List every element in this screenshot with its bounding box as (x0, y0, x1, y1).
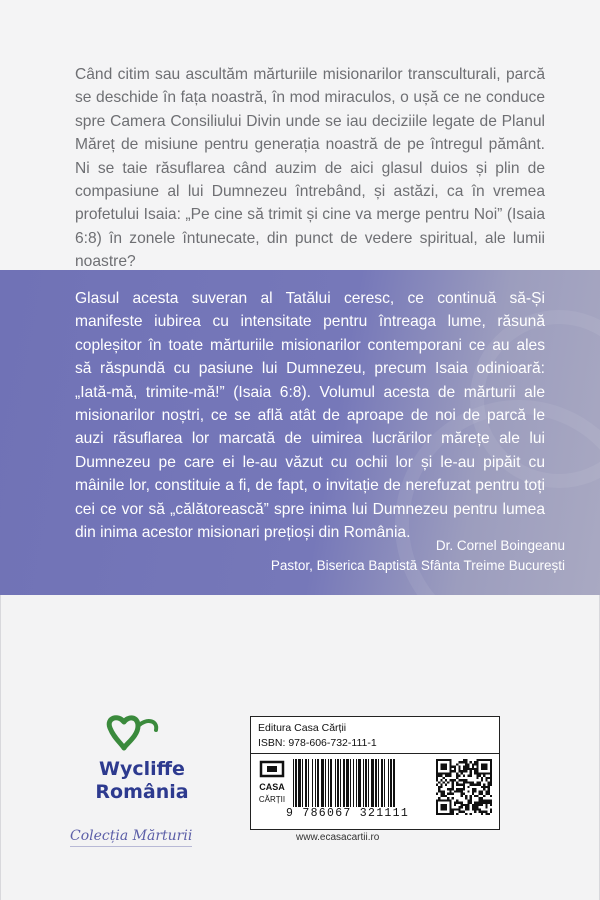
qr-code (436, 759, 492, 815)
barcode-number: 9 786067 321111 (286, 807, 410, 820)
endorsement-author: Dr. Cornel Boingeanu (435, 538, 565, 553)
collection-label: Colecția Mărturii (70, 828, 192, 847)
endorsement-band (0, 270, 600, 595)
logo-romania-text: România (95, 781, 189, 803)
intro-paragraph: Când citim sau ascultăm mărturiile misionarilor transculturali, parcă se deschide în fața noastră, în mod miraculos, o ușă ce ne conduce spre Camera Consiliului Divin unde se iau deciziile legate de Planul Măreț de misiune pentru generația noastră de pe întregul pământ. Ni se taie răsuflarea când auzim de aici glasul duios și plin de compasiune al lui Dumnezeu întrebând, și astăzi, ca în vremea profetului Isaia: „Pe cine să trimit și cine va merge pentru Noi” (Isaia 6:8) în zonele întunecate, din punct de vedere spiritual, ale lumii noastre? (75, 66, 545, 271)
publisher-logo-line1: CASA (259, 782, 285, 792)
casa-cartii-logo (257, 760, 287, 808)
heart-icon (102, 712, 162, 756)
publisher-url: www.ecasacartii.ro (296, 832, 380, 843)
publisher-logo-line2: CĂRȚII (258, 795, 286, 804)
intro-section (0, 0, 600, 270)
wycliffe-romania-logo (82, 712, 192, 807)
logo-wycliffe-text: Wycliffe (99, 758, 185, 780)
isbn-number: ISBN: 978-606-732-111-1 (258, 737, 377, 749)
isbn-divider (251, 753, 499, 754)
barcode (291, 759, 429, 807)
endorsement-paragraph: Glasul acesta suveran al Tatălui ceresc, ce continuă să-Și manifeste iubirea cu intensitate pentru întreaga lume, răsună copleșitor în toate mărturiile misionarilor contemporani ce au ales să răspundă cu pasiune lui Dumnezeu, precum Isaia odinioară: „Iată-mă, trimite-mă!” (Isaia 6:8). Volumul acesta de mărturii ale misionarilor noștri, ce se află atât de aproape de noi de parcă le auzi răsuflarea lor marcată de uimirea lucrărilor mărețe ale lui Dumnezeu pe care ei le-au văzut cu ochii lor și le-au pipăit cu mâinile lor, constituie a fi, de fapt, o invitație de nerefuzat pentru toți cei ce vor să „călătorească” spre inima lui Dumnezeu pentru lumea din inima acestor misionari prețioși din România. (75, 290, 545, 542)
publisher-name: Editura Casa Cărții (258, 722, 347, 734)
isbn-box (250, 716, 500, 830)
endorsement-role: Pastor, Biserica Baptistă Sfânta Treime București (270, 558, 565, 573)
